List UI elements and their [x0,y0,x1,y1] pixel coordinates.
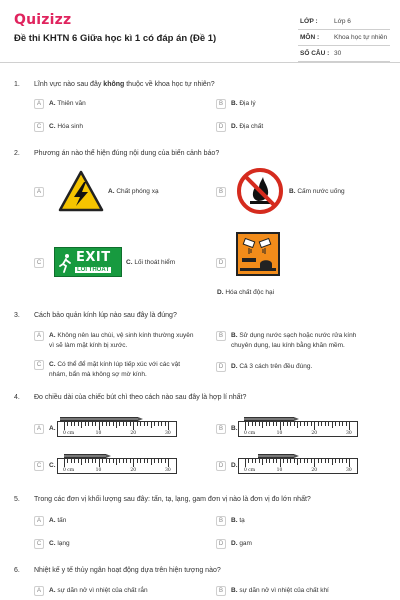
ruler-tick [252,422,253,426]
ruler-label: 30 [165,468,171,473]
option-letter-box[interactable]: B [216,516,226,526]
option-text: Không nên lau chùi, vệ sinh kính thường xuyên vì sẽ làm mặt kính bị xước. [49,332,194,349]
ruler-tick [259,459,260,463]
ruler-label: 10 [276,431,283,436]
option-text: Chất phóng xạ [116,188,159,195]
ruler-label: 0 cm [63,431,75,436]
ruler-tick [342,459,343,463]
meta-row-subject [298,30,390,46]
ruler-tick [99,459,100,467]
ruler-tick [144,422,145,426]
option-label-letter: D. [217,289,224,296]
ruler-tick [116,459,117,465]
ruler-tick [259,422,260,426]
meta-value: Lớp 6 [334,18,351,25]
ruler-tick [290,422,291,426]
option-label-letter: C. [126,259,133,266]
question-text-part: thuộc về khoa học tự nhiên? [124,81,215,88]
option-label [126,259,175,266]
option-letter-box[interactable]: C [34,258,44,268]
ruler-tick [328,459,329,463]
option-label [49,462,56,469]
option-label [231,331,376,350]
ruler-tick [266,422,267,426]
option-text: Lối thoát hiểm [134,259,176,266]
question-text: Nhiệt kế y tế thủy ngân hoạt động dựa trên hiện tượng nào? [34,567,221,574]
ruler-tick [92,422,93,426]
option-label [231,587,329,594]
option-label-letter: B. [231,587,238,594]
question-number: 5. [14,496,20,503]
option-label [108,188,159,195]
ruler-tick [126,459,127,463]
option-letter-box[interactable]: B [216,331,226,341]
option-label [49,425,56,432]
ruler-tick [147,459,148,463]
ruler-tick [154,459,155,463]
option-text: Cả 3 cách trên đều đúng. [239,363,313,370]
ruler-tick [266,459,267,463]
corrosive-hazard-icon [236,232,280,276]
ruler-tick [252,459,253,463]
ruler-tick [165,459,166,463]
ruler-tick [346,459,347,463]
ruler-tick [339,422,340,426]
ruler-tick [332,422,333,428]
option-label-letter: C. [49,361,56,368]
ruler-tick [262,459,263,465]
option-label [231,517,245,524]
option-letter-box[interactable]: A [34,187,44,197]
ruler-tick [109,459,110,463]
ruler-tick [113,459,114,463]
pencil-b [244,417,294,421]
ruler-tick [245,422,246,430]
ruler-tick [276,422,277,426]
pencil-tip-a [138,417,143,421]
ruler-tick [137,459,138,463]
ruler-tick [335,459,336,463]
option-label-letter: A. [108,188,115,195]
option-text: Thiên văn [57,100,86,107]
ruler-label: 10 [95,431,102,436]
ruler-tick [130,422,131,426]
ruler-c [57,458,177,474]
option-letter-box[interactable]: C [34,122,44,132]
pencil-c [64,454,106,458]
ruler-tick [304,422,305,426]
option-label-letter: A. [49,517,56,524]
ruler-tick [71,422,72,426]
ruler-tick [158,422,159,426]
option-letter-box[interactable]: B [216,586,226,596]
meta-key: MÔN : [300,34,320,41]
ruler-tick [144,459,145,463]
ruler-tick [113,422,114,426]
ruler-tick [161,422,162,426]
ruler-tick [276,459,277,463]
ruler-d [238,458,358,474]
ruler-tick [130,459,131,463]
ruler-label: 30 [346,468,352,473]
meta-row-count [298,46,390,62]
ruler-label: 20 [130,468,137,473]
ruler-tick [314,422,315,430]
header-divider [0,62,400,63]
ruler-tick [154,422,155,426]
meta-key: LỚP : [300,18,318,25]
option-label-letter: D. [231,462,238,469]
ruler-tick [81,422,82,428]
question-text-part: Lĩnh vực nào sau đây [34,81,104,88]
question-number: 4. [14,394,20,401]
ruler-tick [123,422,124,426]
ruler-tick [88,459,89,463]
option-text: tấn [57,517,67,524]
pencil-tip-b [294,417,299,421]
ruler-tick [71,459,72,463]
ruler-label: 20 [311,468,318,473]
ruler-tick [106,459,107,463]
ruler-tick [151,422,152,428]
question-text-emphasis: không [103,81,125,88]
option-text: Địa chất [239,123,264,130]
option-label-letter: D. [231,540,238,547]
option-label-letter: C. [49,540,56,547]
ruler-tick [262,422,263,428]
ruler-tick [280,459,281,467]
ruler-tick [248,459,249,463]
option-text: tạ [239,517,245,524]
question-number: 6. [14,567,20,574]
option-letter-box[interactable]: A [34,586,44,596]
ruler-tick [133,459,134,467]
ruler-tick [147,422,148,426]
ruler-tick [88,422,89,426]
ruler-tick [102,459,103,463]
option-label [49,100,86,107]
ruler-tick [349,422,350,430]
ruler-label: 30 [165,431,171,436]
ruler-tick [339,459,340,463]
option-label-letter: D. [231,363,238,370]
option-label-letter: D. [231,123,238,130]
ruler-tick [64,459,65,467]
question-text: Phương án nào thể hiện đúng nội dung của biển cảnh báo? [34,150,220,157]
question-text: Đo chiều dài của chiếc bút chì theo cách nào sau đây là hợp lí nhất? [34,394,247,401]
option-letter-box[interactable]: C [34,360,44,370]
option-label-letter: A. [49,425,56,432]
ruler-label: 0 cm [63,468,75,473]
option-label [49,540,70,547]
ruler-tick [294,459,295,463]
ruler-tick [119,459,120,463]
ruler-tick [74,459,75,463]
ruler-tick [349,459,350,467]
ruler-tick [297,459,298,465]
option-label [49,517,66,524]
option-letter-box[interactable]: C [34,539,44,549]
option-label [231,462,238,469]
option-label-letter: A. [49,332,56,339]
ruler-tick [95,422,96,426]
ruler-tick [311,422,312,426]
meta-key: SỐ CÂU : [300,50,330,57]
ruler-tick [168,459,169,467]
ruler-tick [318,422,319,426]
ruler-tick [165,422,166,426]
question-number: 2. [14,150,20,157]
pencil-d [258,454,294,458]
option-label-letter: B. [231,517,238,524]
ruler-tick [123,459,124,463]
ruler-label: 10 [95,468,102,473]
ruler-tick [318,459,319,463]
ruler-tick [92,459,93,463]
option-label [49,587,148,594]
option-letter-box[interactable]: A [34,516,44,526]
option-label-letter: B. [231,425,238,432]
exit-sign-subtext: LỐI THOÁT [77,267,110,273]
exit-sign-text: EXIT [76,250,111,265]
ruler-tick [300,459,301,463]
ruler-tick [283,422,284,426]
ruler-tick [311,459,312,463]
ruler-tick [280,422,281,430]
ruler-tick [158,459,159,463]
meta-table [298,14,390,62]
ruler-tick [255,459,256,463]
option-label [49,123,83,130]
ruler-tick [321,422,322,426]
ruler-tick [140,459,141,463]
option-label-letter: B. [231,332,238,339]
ruler-tick [102,422,103,426]
option-label-letter: B. [231,100,238,107]
option-label [231,540,252,547]
ruler-tick [304,459,305,463]
question-text: Cách bảo quản kính lúp nào sau đây là đúng? [34,312,177,319]
pencil-a [60,417,138,421]
ruler-tick [332,459,333,465]
meta-value: 30 [334,50,342,57]
ruler-tick [78,422,79,426]
pencil-tip-d [294,454,299,458]
ruler-tick [67,422,68,426]
option-label [231,425,238,432]
ruler-label: 0 cm [244,431,256,436]
option-label-letter: A. [49,587,56,594]
ruler-label: 10 [276,468,283,473]
option-text: Cấm nước uống [297,188,345,195]
option-letter-box[interactable]: A [34,99,44,109]
question-number: 1. [14,81,20,88]
meta-row-class [298,14,390,30]
ruler-b [238,421,358,437]
ruler-tick [133,422,134,430]
ruler-tick [151,459,152,465]
option-label-letter: C. [49,123,56,130]
ruler-tick [255,422,256,426]
option-letter-box[interactable]: B [216,99,226,109]
ruler-tick [245,459,246,467]
ruler-tick [137,422,138,426]
ruler-tick [307,422,308,426]
ruler-tick [126,422,127,426]
ruler-label: 0 cm [244,468,256,473]
ruler-tick [307,459,308,463]
option-letter-box[interactable]: C [34,461,44,471]
ruler-tick [294,422,295,426]
option-text: gam [239,540,252,547]
option-text: lạng [57,540,70,547]
ruler-tick [314,459,315,467]
ruler-tick [85,459,86,463]
ruler-tick [321,459,322,463]
ruler-tick [116,422,117,428]
option-letter-box[interactable]: B [216,187,226,197]
ruler-label: 20 [311,431,318,436]
option-label [217,289,274,296]
option-letter-box[interactable]: D [216,122,226,132]
option-label [49,331,194,350]
question-number: 3. [14,312,20,319]
option-letter-box[interactable]: A [34,424,44,434]
ruler-tick [99,422,100,430]
option-text: Có thể để mặt kính lúp tiếp xúc với các vật nhám, bẩn mà không sợ mờ kính. [49,361,181,378]
ruler-tick [283,459,284,463]
running-man-icon [58,253,72,273]
ruler-tick [67,459,68,463]
ruler-tick [273,422,274,426]
ruler-tick [106,422,107,426]
option-label-letter: B. [289,188,296,195]
option-text: Sử dụng nước sạch hoặc nước rửa kính chuyên dụng, lau kính bằng khăn mềm. [231,332,357,349]
option-label [231,100,256,107]
ruler-tick [85,422,86,426]
option-label [231,123,263,130]
ruler-tick [273,459,274,463]
option-letter-box[interactable]: D [216,258,226,268]
option-label [231,362,376,372]
quizizz-logo: Quizizz [14,12,72,28]
ruler-tick [78,459,79,463]
ruler-label: 20 [130,431,137,436]
ruler-tick [325,422,326,426]
ruler-tick [95,459,96,463]
ruler-tick [287,459,288,463]
option-letter-box[interactable]: A [34,331,44,341]
ruler-tick [346,422,347,426]
option-letter-box[interactable]: B [216,424,226,434]
question-text [34,81,215,88]
ruler-tick [269,422,270,426]
option-label [289,188,345,195]
ruler-tick [64,422,65,430]
option-text: Hóa sinh [57,123,83,130]
ruler-tick [81,459,82,465]
option-letter-box[interactable]: D [216,461,226,471]
option-text: Hóa chất độc hại [225,289,275,296]
ruler-tick [325,459,326,463]
option-letter-box[interactable]: D [216,362,226,372]
ruler-tick [74,422,75,426]
option-label-letter: A. [49,100,56,107]
document-title: Đề thi KHTN 6 Giữa học kì 1 có đáp án (Đề 1) [14,33,217,44]
ruler-tick [168,422,169,430]
pencil-tip-c [106,454,111,458]
ruler-tick [161,459,162,463]
exit-sign-icon [54,247,122,277]
ruler-label: 30 [346,431,352,436]
option-letter-box[interactable]: D [216,539,226,549]
option-label [49,360,194,379]
ruler-tick [248,422,249,426]
option-text: sự dãn nở vì nhiệt của chất khí [239,587,329,594]
ruler-tick [290,459,291,463]
ruler-tick [287,422,288,426]
ruler-tick [297,422,298,428]
no-fire-sign-icon [236,167,284,215]
ruler-tick [140,422,141,426]
ruler-tick [119,422,120,426]
meta-value: Khoa học tự nhiên [334,34,388,41]
ruler-tick [300,422,301,426]
high-voltage-warning-icon [58,170,104,212]
option-label-letter: C. [49,462,56,469]
question-text: Trong các đơn vị khối lượng sau đây: tấn, tạ, lạng, gam đơn vị nào là đơn vị đo lớn nhất? [34,496,311,503]
ruler-tick [269,459,270,463]
option-text: Địa lý [239,100,256,107]
ruler-tick [328,422,329,426]
option-text: sự dãn nở vì nhiệt của chất rắn [57,587,148,594]
ruler-a [57,421,177,437]
ruler-tick [335,422,336,426]
ruler-tick [109,422,110,426]
ruler-tick [342,422,343,426]
